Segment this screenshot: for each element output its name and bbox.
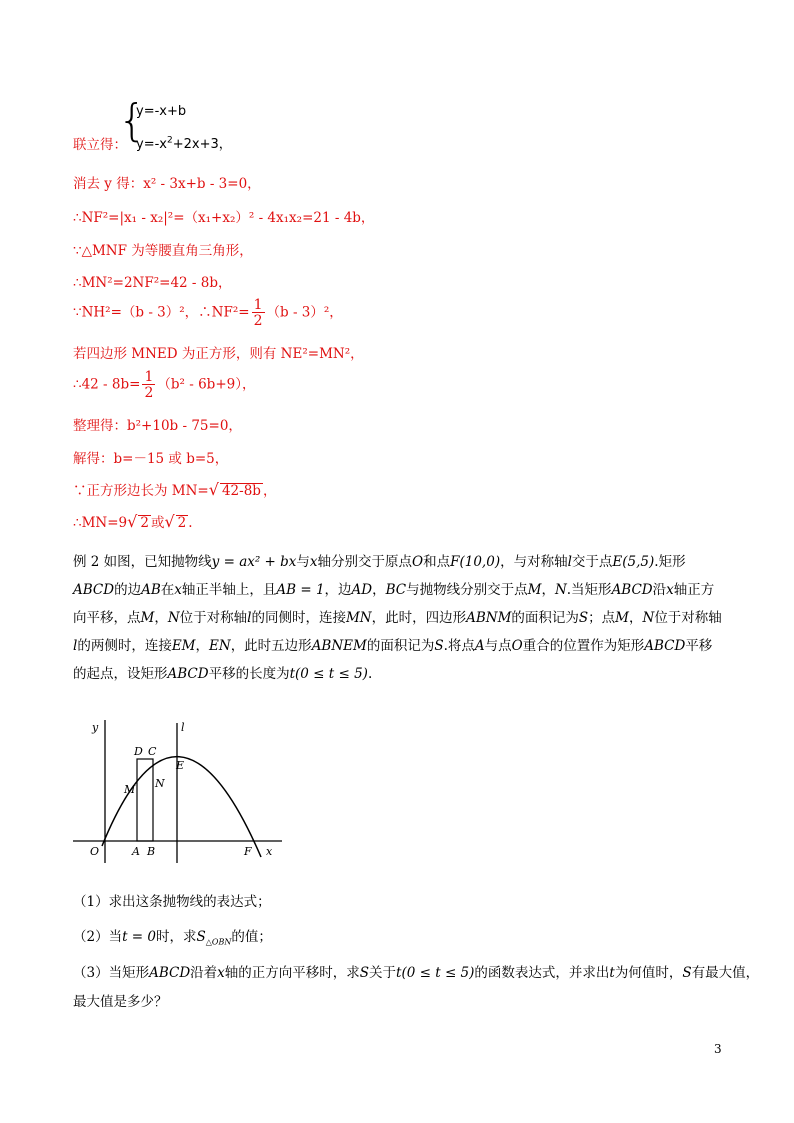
system-eq2: $y=-x^2+2x+3$，	[136, 135, 232, 152]
solution-line-9: 解得：b=－15 或 b=5，	[73, 451, 229, 467]
question-3-line-2: 最大值是多少？	[73, 994, 168, 1010]
lianli-label: 联立得：	[73, 137, 127, 153]
system-brace: {	[118, 95, 146, 146]
question-2: （2）当t = 0时，求$S_{\triangle OBN}$的值；	[73, 929, 272, 947]
solution-line-10: ∵正方形边长为 MN=√ 42-8b ，	[73, 480, 277, 499]
fraction-half: $\frac{1}{2}$	[253, 297, 263, 329]
question-3: （3）当矩形ABCD沿着x轴的正方向平移时，求S关于t(0 ≤ t ≤ 5)的函数表达式，并求出t为何值时，S有最大值，	[73, 965, 760, 981]
solution-line-1: 消去 y 得：x² - 3x+b - 3=0，	[73, 176, 261, 192]
solution-line-5: ∵NH²=（b - 3）²，∴NF²= $\frac{1}{2}$ （b - 3）²，	[73, 297, 343, 329]
system-eq1: y=-x+b	[136, 104, 187, 119]
solution-line-11: ∴MN=9√ 2 或√ 2 .	[73, 512, 193, 531]
label-a: A	[132, 845, 140, 858]
label-f: F	[244, 845, 252, 858]
label-c: C	[148, 745, 157, 758]
label-y: y	[92, 721, 99, 734]
example-2-text: 例 2 如图，已知抛物线y = ax² + bx与x轴分别交于原点O和点F(10,0)，与对称轴l交于点E(5,5).矩形ABCD的边AB在x轴正半轴上，且AB = 1，边AD，BC与抛物线分别交于点M，N.当矩形ABCD沿x轴正方向平移，点M，N位于对称轴l的同侧时，连接MN，此时，四边形ABNM的面积记为S；点M，N位于对称轴l的两侧时，连接EM，EN，此时五边形ABNEM的面积记为S.将点A与点O重合的位置作为矩形ABCD平移的起点，设矩形ABCD平移的长度为t(0 ≤ t ≤ 5).	[73, 554, 722, 682]
label-d: D	[134, 745, 143, 758]
label-x: x	[266, 845, 273, 858]
page-number: 3	[714, 1042, 722, 1056]
solution-line-4: ∴MN²=2NF²=42 - 8b，	[73, 275, 232, 291]
label-e: E	[176, 759, 185, 772]
solution-line-7: ∴42 - 8b= $\frac{1}{2}$ （b² - 6b+9），	[73, 369, 256, 401]
label-b: B	[147, 845, 156, 858]
label-o: O	[90, 845, 100, 858]
label-l: l	[181, 721, 185, 734]
fraction-half: $\frac{1}{2}$	[144, 369, 154, 401]
solution-line-2: ∴NF²=|x₁ - x₂|²=（x₁+x₂）² - 4x₁x₂=21 - 4b，	[73, 210, 375, 226]
parabola-figure	[70, 715, 290, 865]
question-1: （1）求出这条抛物线的表达式；	[73, 894, 271, 910]
solution-line-6: 若四边形 MNED 为正方形，则有 NE²=MN²，	[73, 346, 364, 362]
label-m: M	[124, 783, 136, 796]
label-n: N	[155, 777, 165, 790]
solution-line-3: ∵△MNF 为等腰直角三角形，	[73, 243, 253, 259]
solution-line-8: 整理得：b²+10b - 75=0，	[73, 418, 242, 434]
